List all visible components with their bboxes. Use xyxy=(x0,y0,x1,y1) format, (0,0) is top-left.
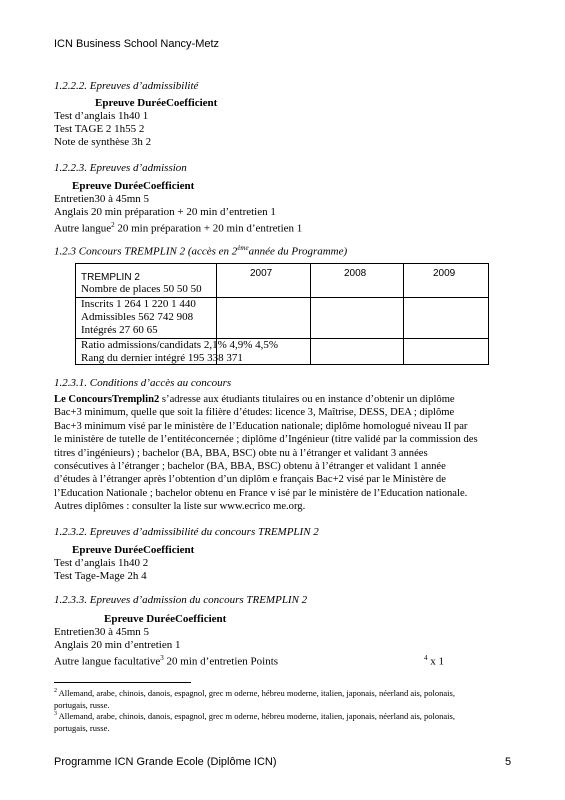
table-head-admission: Epreuve DuréeCoefficient xyxy=(72,180,195,192)
page-number: 5 xyxy=(505,756,512,768)
row-autre-langue xyxy=(54,219,302,236)
paragraph-line: Autres diplômes : consulter la liste sur www.ecrico me.org. xyxy=(54,501,306,513)
footnote-2 xyxy=(54,688,455,698)
section-title-admission: 1.2.2.3. Epreuves d’admission xyxy=(54,162,187,174)
table-divider xyxy=(310,264,311,364)
stats-table xyxy=(75,263,489,365)
paragraph-line: l’Education Nationale ; bachelor obtenu en France v isé par le ministère de l’Education nationale. xyxy=(54,487,468,499)
row-anglais-tremplin: Anglais 20 min d’entretien 1 xyxy=(54,639,181,651)
conditions-paragraph xyxy=(54,393,516,514)
running-header: ICN Business School Nancy-Metz xyxy=(54,38,220,50)
section-title-admissibilite-tremplin: 1.2.3.2. Epreuves d’admissibilité du concours TREMPLIN 2 xyxy=(54,526,319,538)
section-title-tremplin-a: 1.2.3 Concours TREMPLIN 2 (accès en 2 xyxy=(54,245,238,258)
table-row-rang: Rang du dernier intégré 195 338 371 xyxy=(81,352,243,364)
row-entretien: Entretien30 à 45mn 5 xyxy=(54,193,150,205)
footnote-number: 3 xyxy=(54,711,57,718)
row-points-coefficient xyxy=(424,652,444,669)
footnote-ref: 3 xyxy=(160,654,164,662)
section-title-tremplin xyxy=(54,244,347,258)
footnote-ref: 2 xyxy=(111,221,115,229)
table-row-inscrits: Inscrits 1 264 1 220 1 440 xyxy=(81,298,196,310)
footnote-2-cont: portugais, russe. xyxy=(54,700,110,710)
section-title-conditions: 1.2.3.1. Conditions d’accès au concours xyxy=(54,377,232,389)
table-head-admissibilite: Epreuve DuréeCoefficient xyxy=(95,97,218,109)
section-title-admission-tremplin: 1.2.3.3. Epreuves d’admission du concours TREMPLIN 2 xyxy=(54,594,308,606)
row-note-synthese: Note de synthèse 3h 2 xyxy=(54,136,152,148)
section-title-tremplin-b: année du Programme) xyxy=(248,245,348,258)
row-entretien-tremplin: Entretien30 à 45mn 5 xyxy=(54,626,150,638)
paragraph-line: Bac+3 minimum, quelle que soit la filière d’études: licence 3, Maîtrise, DESS, DEA ; diplôme xyxy=(54,407,455,419)
row-test-tage-mage: Test Tage-Mage 2h 4 xyxy=(54,570,147,582)
paragraph-line: d’études à l’étranger après l’obtention d’un diplôm e français Bac+2 visé par le Ministère de xyxy=(54,474,446,486)
row-test-anglais: Test d’anglais 1h40 1 xyxy=(54,110,149,122)
paragraph-line: titres d’ingénieurs) ; bachelor (BA, BBA, BSC) obte nu à l’étranger et validant 3 années xyxy=(54,447,428,459)
table-head-label: TREMPLIN 2 xyxy=(81,272,140,283)
table-row-integres: Intégrés 27 60 65 xyxy=(81,324,158,336)
row-points-coefficient-text: x 1 xyxy=(427,655,444,668)
paragraph-lead: Le ConcoursTremplin2 xyxy=(54,394,160,405)
paragraph-line xyxy=(54,393,516,406)
table-row-ratio: Ratio admissions/candidats 2,1% 4,9% 4,5% xyxy=(81,339,279,351)
table-head-admissibilite-tremplin: Epreuve DuréeCoefficient xyxy=(72,544,195,556)
footnote-number: 2 xyxy=(54,688,57,695)
table-row-admissibles: Admissibles 562 742 908 xyxy=(81,311,194,323)
table-row-places: Nombre de places 50 50 50 xyxy=(81,283,202,295)
row-autre-langue-detail: 20 min préparation + 20 min d’entretien 1 xyxy=(114,222,303,235)
paragraph-line: le ministère de tutelle de l’entitéconcernée ; diplôme d’Ingénieur (titre validé par la commission des xyxy=(54,434,478,446)
row-test-tage: Test TAGE 2 1h55 2 xyxy=(54,123,145,135)
section-title-admissibilite: 1.2.2.2. Epreuves d’admissibilité xyxy=(54,80,199,92)
footnote-text: Allemand, arabe, chinois, danois, espagnol, grec m oderne, hébreu moderne, italien, japonais, néerland ais, polonais, xyxy=(57,711,455,721)
running-footer: Programme ICN Grande Ecole (Diplôme ICN) xyxy=(54,756,277,768)
table-year: 2007 xyxy=(250,268,273,279)
footnote-rule xyxy=(54,682,191,683)
table-year: 2009 xyxy=(433,268,456,279)
row-test-anglais-tremplin: Test d’anglais 1h40 2 xyxy=(54,557,149,569)
table-head-admission-tremplin: Epreuve DuréeCoefficient xyxy=(104,613,227,625)
row-autre-langue-tremplin-label: Autre langue facultative xyxy=(54,655,161,668)
footnote-3-cont: portugais, russe. xyxy=(54,723,110,733)
table-divider xyxy=(403,264,404,364)
section-title-tremplin-sup: ème xyxy=(237,244,249,252)
table-year: 2008 xyxy=(344,268,367,279)
row-autre-langue-label: Autre langue xyxy=(54,222,112,235)
row-autre-langue-tremplin-detail: 20 min d’entretien Points xyxy=(163,655,279,668)
footnote-ref: 4 xyxy=(424,654,428,662)
paragraph-line-text: s’adresse aux étudiants titulaires ou en instance d’obtenir un diplôme xyxy=(159,394,455,405)
row-anglais: Anglais 20 min préparation + 20 min d’entretien 1 xyxy=(54,206,276,218)
row-autre-langue-tremplin xyxy=(54,652,278,669)
paragraph-line: consécutives à l’étranger ; bachelor (BA, BBA, BSC) obtenu à l’étranger et validant 1 année xyxy=(54,461,446,473)
paragraph-line: Bac+3 minimum visé par le ministère de l’Education nationale; diplôme homologué niveau II par xyxy=(54,420,468,432)
footnote-3 xyxy=(54,711,455,721)
footnote-text: Allemand, arabe, chinois, danois, espagnol, grec m oderne, hébreu moderne, italien, japonais, néerland ais, polonais, xyxy=(57,688,455,698)
